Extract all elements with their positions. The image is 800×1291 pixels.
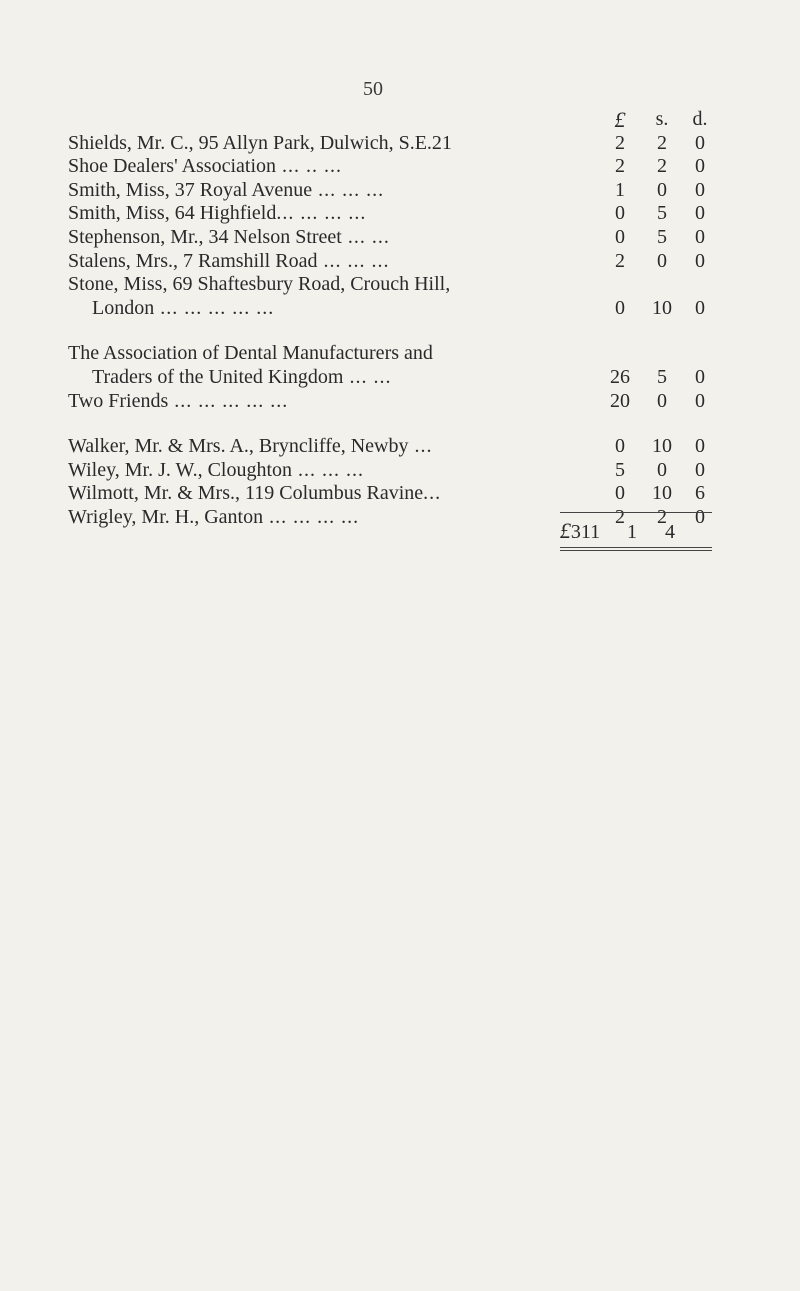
ledger-entry [68,390,718,414]
entry-name: Stephenson, Mr., 34 Nelson Street ... ... [68,225,390,248]
entry-pounds: 2 [615,249,625,272]
leader-dots: ... ... ... [312,178,385,201]
ledger-entry [68,226,718,250]
entry-pence: 6 [695,482,705,505]
entry-pounds: 5 [615,458,625,481]
entry-pence: 0 [695,365,705,388]
entry-pence: 0 [695,435,705,458]
leader-dots: ... ... ... ... ... [154,296,275,319]
entry-name: Wiley, Mr. J. W., Cloughton ... ... ... [68,458,365,481]
entry-pounds: 20 [610,389,630,412]
leader-dots: ... .. ... [276,155,343,178]
entry-pounds: 1 [615,178,625,201]
entry-name: Traders of the United Kingdom ... ... [92,365,392,388]
entry-shillings: 5 [657,225,667,248]
entry-shillings: 10 [652,435,672,458]
entry-pounds: 0 [615,296,625,319]
entry-name: Smith, Miss, 37 Royal Avenue ... ... ... [68,178,385,201]
entry-pence: 0 [695,178,705,201]
entry-name: London ... ... ... ... ... [92,296,275,319]
ledger-entry [68,342,718,366]
pence-header: d. [692,108,708,130]
ledger-entry [68,179,718,203]
ledger-entry [68,297,718,321]
entry-shillings: 10 [652,482,672,505]
entry-shillings: 5 [657,365,667,388]
entry-shillings: 2 [657,505,667,528]
shillings-header: s. [655,108,669,130]
entry-name: Wilmott, Mr. & Mrs., 119 Columbus Ravine... [68,482,442,505]
total-rule [560,512,712,513]
pounds-header: £ [614,107,626,132]
page-number: 50 [363,78,383,100]
entry-name: Stone, Miss, 69 Shaftesbury Road, Crouch Hill, [68,273,451,296]
entry-pence: 0 [695,225,705,248]
entry-name: The Association of Dental Manufacturers and [68,342,433,365]
leader-dots: ... [408,435,433,458]
ledger-entry [68,132,718,156]
entry-name: Shoe Dealers' Association ... .. ... [68,155,343,178]
entry-name: Stalens, Mrs., 7 Ramshill Road ... ... ... [68,249,390,272]
ledger-entry [68,435,718,459]
entry-pence: 0 [695,202,705,225]
entry-pounds: 0 [615,482,625,505]
entry-shillings: 0 [657,178,667,201]
subscription-ledger [68,108,718,530]
entry-pence: 0 [695,249,705,272]
entry-pounds: 0 [615,202,625,225]
entry-pence: 0 [695,505,705,528]
entry-shillings: 2 [657,131,667,154]
entry-pence: 0 [695,389,705,412]
entry-shillings: 0 [657,389,667,412]
leader-dots: ... [423,482,442,505]
entry-name: Two Friends ... ... ... ... ... [68,389,289,412]
double-rule-bottom [560,550,712,551]
ledger-entry [68,482,718,506]
leader-dots: ... ... [343,365,392,388]
total-shillings: 1 [627,521,637,543]
entry-name: Shields, Mr. C., 95 Allyn Park, Dulwich, S.E.21 [68,131,452,154]
leader-dots: ... ... [341,225,390,248]
leader-dots: ... ... ... [317,249,390,272]
entry-shillings: 0 [657,249,667,272]
entry-pounds: 26 [610,365,630,388]
entry-pounds: 2 [615,155,625,178]
leader-dots: ... ... ... [292,458,365,481]
ledger-entry [68,273,718,297]
entry-pounds: 2 [615,131,625,154]
column-header-row [68,108,718,132]
total-row [548,518,688,544]
entry-pounds: 0 [615,225,625,248]
entry-name: Wrigley, Mr. H., Ganton ... ... ... ... [68,505,360,528]
entry-shillings: 5 [657,202,667,225]
entry-shillings: 10 [652,296,672,319]
entry-name: Walker, Mr. & Mrs. A., Bryncliffe, Newby ... [68,435,433,458]
entry-pence: 0 [695,155,705,178]
entry-name: Smith, Miss, 64 Highfield... ... ... ... [68,202,367,225]
leader-dots: ... ... ... ... [263,505,360,528]
ledger-entry [68,202,718,226]
double-rule-top [560,547,712,548]
entry-pounds: 2 [615,505,625,528]
entry-shillings: 0 [657,458,667,481]
leader-dots: ... ... ... ... [276,202,367,225]
entry-pence: 0 [695,296,705,319]
ledger-entry [68,155,718,179]
ledger-entry [68,459,718,483]
entry-pence: 0 [695,458,705,481]
leader-dots: ... ... ... ... ... [168,389,289,412]
ledger-rows [68,132,718,530]
total-pence: 4 [665,521,675,543]
entry-shillings: 2 [657,155,667,178]
ledger-entry [68,250,718,274]
total-pounds: £311 [559,518,601,543]
entry-pence: 0 [695,131,705,154]
total-currency: £ [559,518,571,543]
entry-pounds: 0 [615,435,625,458]
ledger-entry [68,366,718,390]
